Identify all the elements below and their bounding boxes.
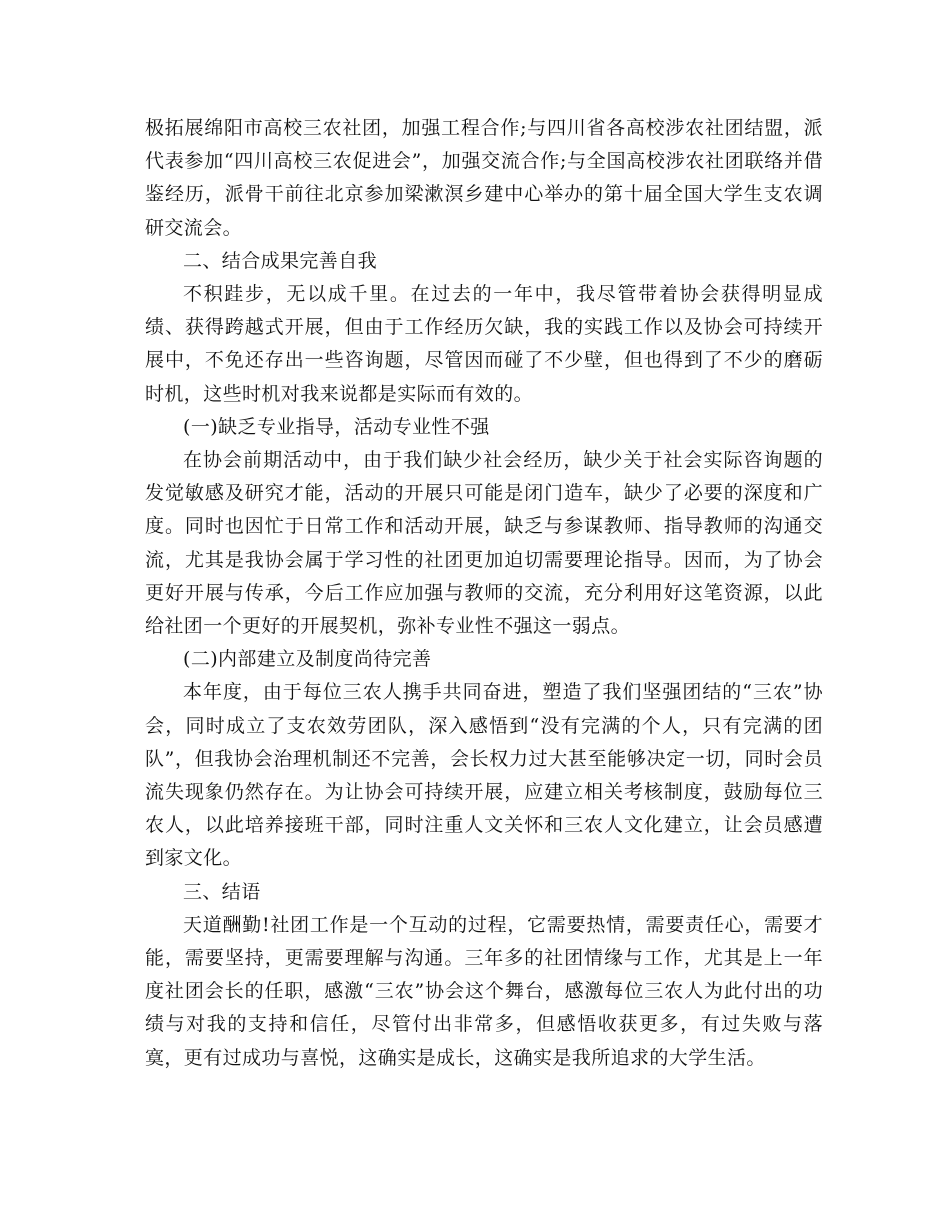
body-paragraph: 天道酬勤!社团工作是一个互动的过程，它需要热情，需要责任心，需要才能，需要坚持，更需要理解与沟通。三年多的社团情缘与工作，尤其是上一年度社团会长的任职，感激“三农”协会这个舞台，感激每位三农人为此付出的功绩与对我的支持和信任，尽管付出非常多，但感悟收获更多，有过失败与落寞，更有过成功与喜悦，这确实是成长，这确实是我所追求的大学生活。 — [145, 913, 823, 1069]
subsection-heading-1: (一)缺乏专业指导，活动专业性不强 — [183, 415, 490, 438]
section-heading-2: 二、结合成果完善自我 — [183, 249, 378, 272]
section-heading-3: 三、结语 — [183, 880, 261, 903]
body-paragraph: 不积跬步，无以成千里。在过去的一年中，我尽管带着协会获得明显成绩、获得跨越式开展，但由于工作经历欠缺，我的实践工作以及协会可持续开展中，不免还存出一些咨询题，尽管因而碰了不少壁，但也得到了不少的磨砺时机，这些时机对我来说都是实际而有效的。 — [145, 283, 823, 405]
subsection-heading-2: (二)内部建立及制度尚待完善 — [183, 648, 432, 671]
body-paragraph: 本年度，由于每位三农人携手共同奋进，塑造了我们坚强团结的“三农”协会，同时成立了支农效劳团队，深入感悟到“没有完满的个人，只有完满的团队”，但我协会治理机制还不完善，会长权力过大甚至能够决定一切，同时会员流失现象仍然存在。为让协会可持续开展，应建立相关考核制度，鼓励每位三农人，以此培养接班干部，同时注重人文关怀和三农人文化建立，让会员感遭到家文化。 — [145, 681, 823, 870]
continued-paragraph: 极拓展绵阳市高校三农社团，加强工程合作;与四川省各高校涉农社团结盟，派代表参加“四川高校三农促进会”，加强交流合作;与全国高校涉农社团联络并借鉴经历，派骨干前往北京参加梁漱溟乡建中心举办的第十届全国大学生支农调研交流会。 — [145, 117, 823, 239]
body-paragraph: 在协会前期活动中，由于我们缺少社会经历，缺少关于社会实际咨询题的发觉敏感及研究才能，活动的开展只可能是闭门造车，缺少了必要的深度和广度。同时也因忙于日常工作和活动开展，缺乏与参谋教师、指导教师的沟通交流，尤其是我协会属于学习性的社团更加迫切需要理论指导。因而，为了协会更好开展与传承，今后工作应加强与教师的交流，充分利用好这笔资源，以此给社团一个更好的开展契机，弥补专业性不强这一弱点。 — [145, 449, 823, 638]
document-body — [145, 112, 823, 1075]
